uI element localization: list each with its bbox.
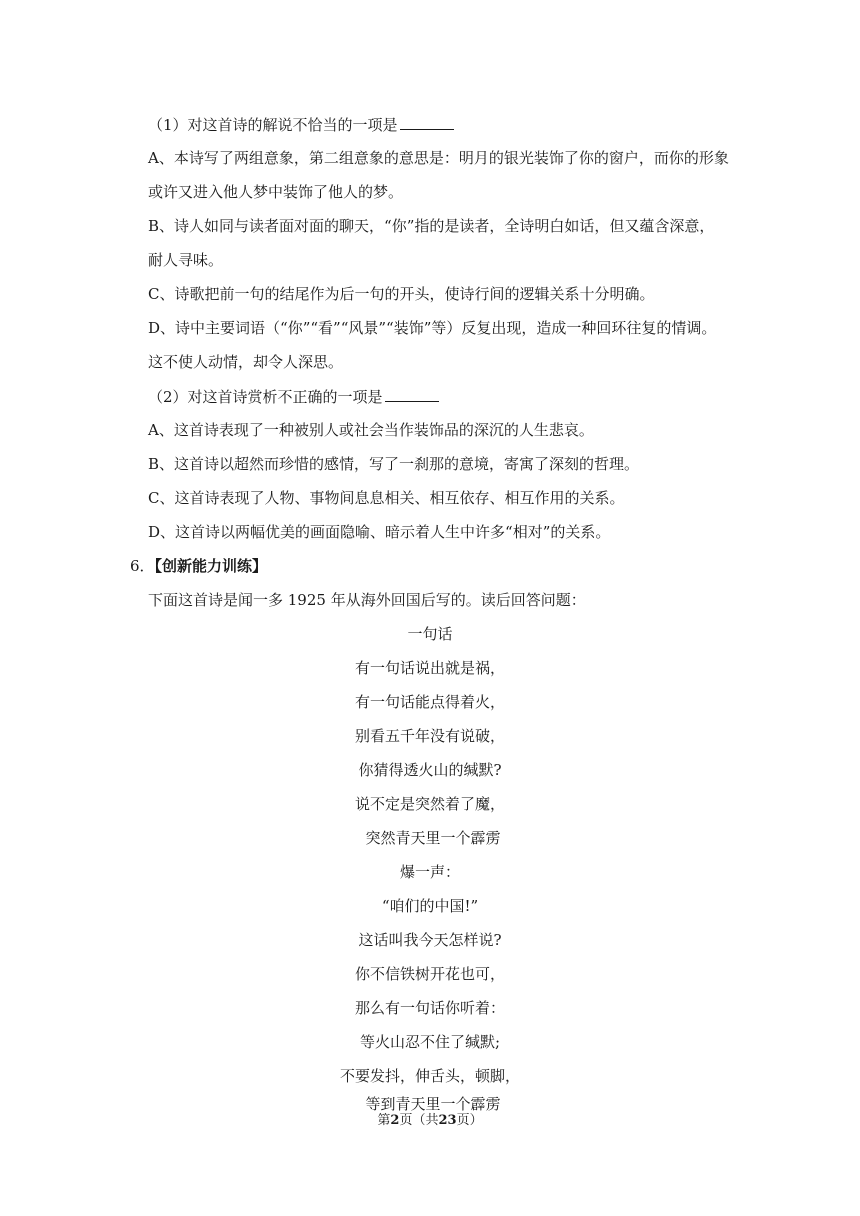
question-2-stem: [148, 386, 439, 407]
question-6-heading: [130, 556, 267, 576]
poem-line: 等火山忍不住了缄默;: [359, 1033, 501, 1051]
q1-option-a-line-2: 或许又进入他人梦中装饰了他人的梦。: [148, 183, 404, 201]
poem-line: 你猜得透火山的缄默?: [358, 761, 502, 779]
footer-suffix: 页）: [456, 1113, 483, 1128]
footer-total-pages: 23: [438, 1113, 457, 1128]
q1-option-d-line-1: D、诗中主要词语（“你”“看”“风景”“装饰”等）反复出现，造成一种回环往复的情调。: [148, 319, 717, 337]
footer-page-number: 2: [390, 1113, 400, 1128]
poem-title: 一句话: [407, 625, 453, 643]
q2-option-d: D、这首诗以两幅优美的画面隐喻、暗示着人生中许多“相对”的关系。: [148, 523, 611, 541]
poem-line: 那么有一句话你听着：: [354, 999, 505, 1017]
q1-option-d-line-2: 这不使人动情，却令人深思。: [148, 353, 344, 371]
footer-middle: 页（共: [399, 1113, 439, 1128]
poem-line: 别看五千年没有说破，: [354, 727, 505, 745]
footer-prefix: 第: [377, 1113, 391, 1128]
poem-line: 不要发抖，伸舌头，顿脚，: [339, 1067, 520, 1085]
answer-blank-1: [400, 114, 454, 130]
poem-line: 这话叫我今天怎样说?: [358, 931, 502, 949]
poem-line: 你不信铁树开花也可，: [354, 965, 505, 983]
q2-option-a: A、这首诗表现了一种被别人或社会当作装饰品的深沉的人生悲哀。: [148, 421, 594, 439]
poem-line: “咱们的中国!”: [381, 897, 479, 915]
poem-line: 突然青天里一个霹雳: [365, 829, 501, 847]
question-6-title: 【创新能力训练】: [154, 557, 268, 575]
q2-option-b: B、这首诗以超然而珍惜的感情，写了一刹那的意境，寄寓了深刻的哲理。: [148, 455, 640, 473]
answer-blank-2: [385, 386, 439, 402]
question-1-stem: [148, 114, 454, 135]
question-2-text: （2）对这首诗赏析不正确的一项是: [148, 388, 383, 406]
page-footer: [0, 1112, 860, 1130]
poem-line: 说不定是突然着了魔，: [354, 795, 505, 813]
poem-line: 等到青天里一个霹雳: [365, 1095, 501, 1113]
q2-option-c: C、这首诗表现了人物、事物间息息相关、相互依存、相互作用的关系。: [148, 489, 625, 507]
q1-option-b-line-1: B、诗人如同与读者面对面的聊天，“你”指的是读者，全诗明白如话，但又蕴含深意，: [148, 217, 715, 235]
question-6-number: 6．: [130, 557, 155, 575]
question-1-text: （1）对这首诗的解说不恰当的一项是: [148, 116, 398, 134]
poem-line: 爆一声：: [399, 863, 460, 881]
q1-option-a-line-1: A、本诗写了两组意象，第二组意象的意思是：明月的银光装饰了你的窗户，而你的形象: [148, 149, 729, 167]
poem-line: 有一句话说出就是祸，: [354, 659, 505, 677]
q1-option-c: C、诗歌把前一句的结尾作为后一句的开头，使诗行间的逻辑关系十分明确。: [148, 285, 655, 303]
question-6-intro: 下面这首诗是闻一多 1925 年从海外回国后写的。读后回答问题：: [148, 591, 586, 609]
poem-line: 有一句话能点得着火，: [354, 693, 505, 711]
q1-option-b-line-2: 耐人寻味。: [148, 251, 224, 269]
